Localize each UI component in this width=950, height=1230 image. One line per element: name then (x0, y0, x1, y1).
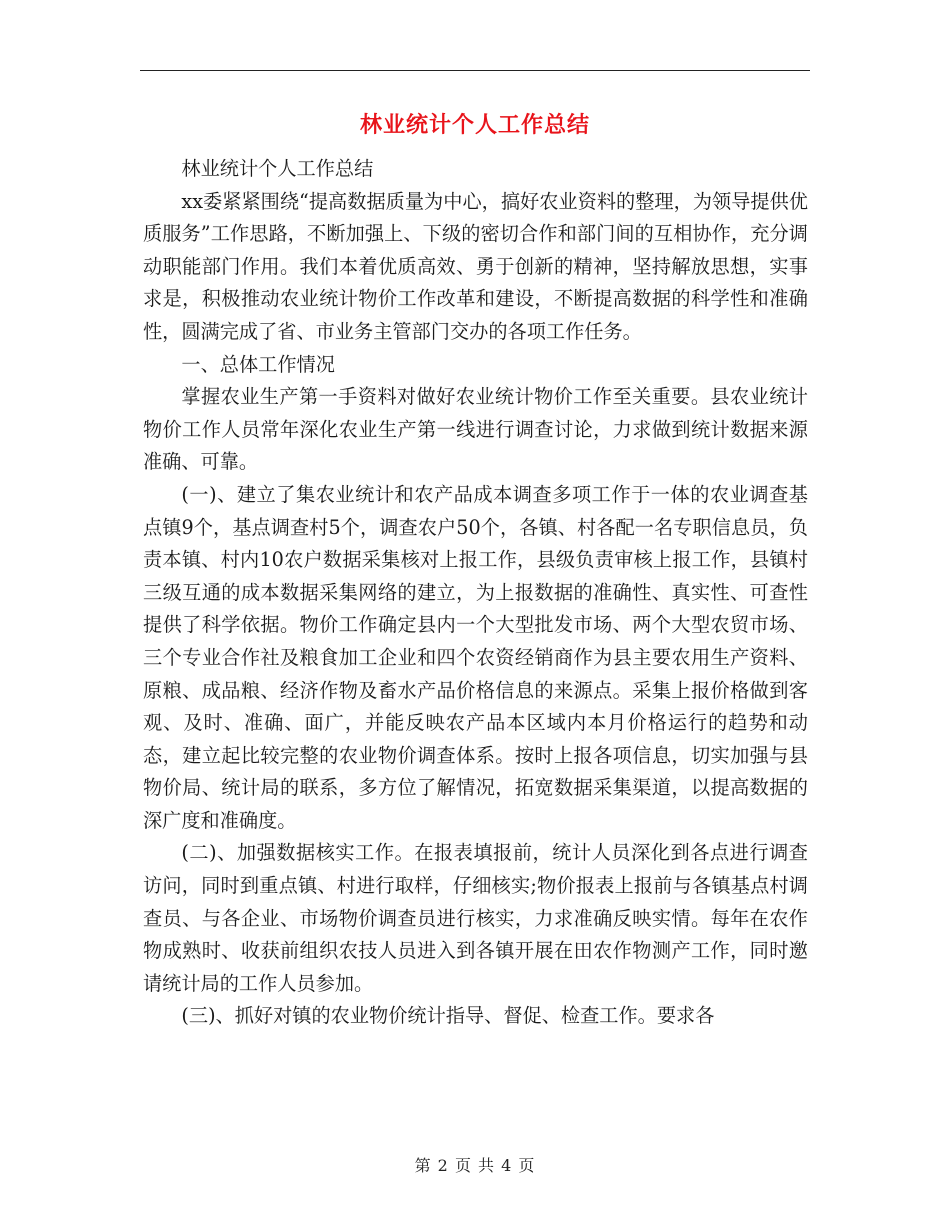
body-paragraph: 掌握农业生产第一手资料对做好农业统计物价工作至关重要。县农业统计物价工作人员常年深化农业生产第一线进行调查讨论，力求做到统计数据来源准确、可靠。 (143, 385, 808, 474)
body-paragraph: 林业统计个人工作总结 (181, 157, 374, 180)
body-paragraph: xx委紧紧围绕“提高数据质量为中心，搞好农业资料的整理，为领导提供优质服务”工作思路，不断加强上、下级的密切合作和部门间的互相协作，充分调动职能部门作用。我们本着优质高效、勇于创新的精神，坚持解放思想，实事求是，积极推动农业统计物价工作改革和建设，不断提高数据的科学性和准确性，圆满完成了省、市业务主管部门交办的各项工作任务。 (143, 189, 808, 343)
document-body (143, 153, 808, 1033)
page-number-footer: 第 2 页 共 4 页 (414, 1156, 536, 1175)
body-paragraph: (一)、建立了集农业统计和农产品成本调查多项工作于一体的农业调查基点镇9个，基点调查村5个，调查农户50个，各镇、村各配一名专职信息员，负责本镇、村内10农户数据采集核对上报工作，县级负责审核上报工作，县镇村三级互通的成本数据采集网络的建立，为上报数据的准确性、真实性、可查性提供了科学依据。物价工作确定县内一个大型批发市场、两个大型农贸市场、三个专业合作社及粮食加工企业和四个农资经销商作为县主要农用生产资料、原粮、成品粮、经济作物及畜水产品价格信息的来源点。采集上报价格做到客观、及时、准确、面广，并能反映农产品本区域内本月价格运行的趋势和动态，建立起比较完整的农业物价调查体系。按时上报各项信息，切实加强与县物价局、统计局的联系，多方位了解情况，拓宽数据采集渠道，以提高数据的深广度和准确度。 (143, 482, 808, 832)
section-heading: 一、总体工作情况 (181, 352, 335, 376)
header-rule (140, 70, 810, 71)
body-paragraph: (三)、抓好对镇的农业物价统计指导、督促、检查工作。要求各 (181, 1004, 715, 1028)
body-paragraph: (二)、加强数据核实工作。在报表填报前，统计人员深化到各点进行调查访问，同时到重点镇、村进行取样，仔细核实;物价报表上报前与各镇基点村调查员、与各企业、市场物价调查员进行核实，力求准确反映实情。每年在农作物成熟时、收获前组织农技人员进入到各镇开展在田农作物测产工作，同时邀请统计局的工作人员参加。 (143, 841, 808, 995)
document-title: 林业统计个人工作总结 (359, 112, 590, 138)
